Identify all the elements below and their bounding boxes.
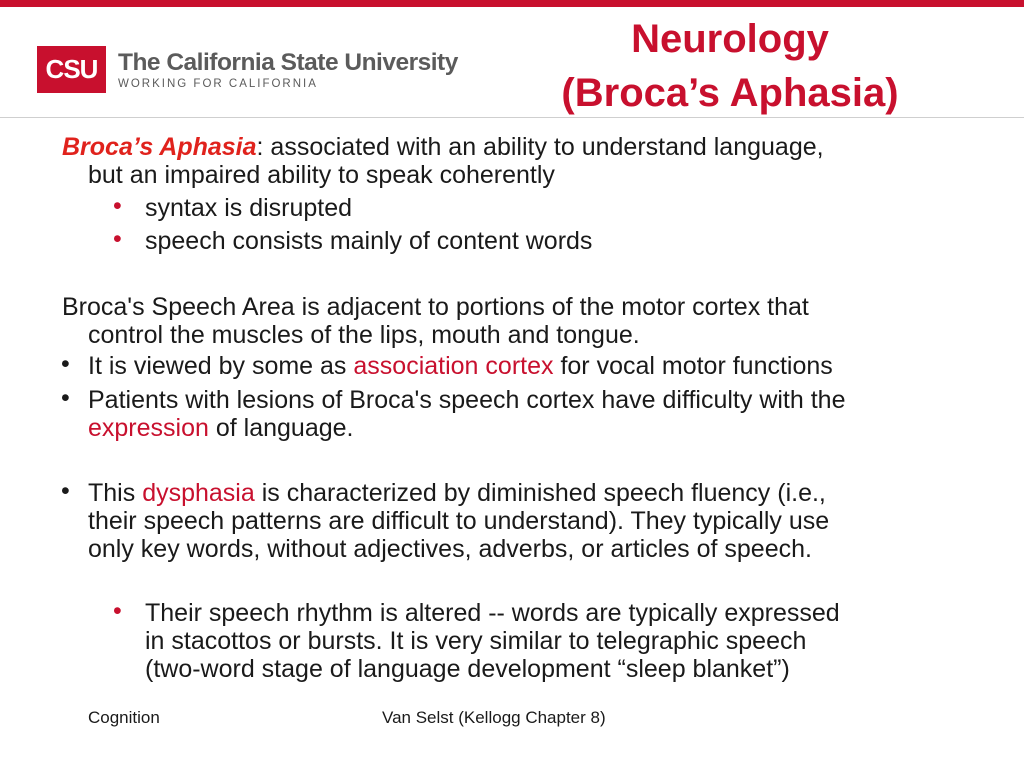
paragraph-line-2: control the muscles of the lips, mouth and tongue. xyxy=(88,321,640,349)
sub-bullet-rhythm-line-1: Their speech rhythm is altered -- words are typically expressed xyxy=(145,599,840,627)
bullet-text: of language. xyxy=(208,414,354,442)
bullet-text: It is viewed by some as xyxy=(88,352,354,380)
csu-logo xyxy=(37,46,458,93)
csu-logo-name: The California State University xyxy=(118,48,458,76)
bullet-dot: • xyxy=(113,192,122,220)
bullet-dot: • xyxy=(61,350,70,378)
slide-title-line2: (Broca’s Aphasia) xyxy=(561,71,899,115)
bullet-lesions-line-1: Patients with lesions of Broca's speech cortex have difficulty with the xyxy=(88,386,846,414)
highlight-term: expression xyxy=(88,414,209,442)
bullet-text: is characterized by diminished speech fluency (i.e., xyxy=(254,479,826,507)
bullet-dot: • xyxy=(113,225,122,253)
highlight-term: association cortex xyxy=(353,352,554,380)
bullet-dot: • xyxy=(113,597,122,625)
definition-line xyxy=(62,133,824,161)
paragraph-line-1: Broca's Speech Area is adjacent to portions of the motor cortex that xyxy=(62,293,809,321)
bullet-dot: • xyxy=(61,384,70,412)
sub-bullet-syntax: syntax is disrupted xyxy=(145,194,353,222)
sub-bullet-content-words: speech consists mainly of content words xyxy=(145,227,593,255)
header-divider xyxy=(0,117,1024,118)
sub-bullet-rhythm-line-2: in stacottos or bursts. It is very similar to telegraphic speech xyxy=(145,627,807,655)
highlight-term: dysphasia xyxy=(142,479,255,507)
footer-center: Van Selst (Kellogg Chapter 8) xyxy=(382,708,606,727)
footer-left: Cognition xyxy=(88,708,160,727)
bullet-dysphasia-line-3: only key words, without adjectives, adverbs, or articles of speech. xyxy=(88,535,812,563)
definition-line-2: but an impaired ability to speak coherently xyxy=(88,161,555,189)
bullet-text: for vocal motor functions xyxy=(553,352,833,380)
bullet-association-cortex xyxy=(88,352,833,380)
definition-text: : associated with an ability to understand language, xyxy=(256,133,824,161)
slide-title-line1: Neurology xyxy=(631,17,829,61)
bullet-dot: • xyxy=(61,477,70,505)
bullet-dysphasia-line-1 xyxy=(88,479,826,507)
csu-logo-text xyxy=(118,50,458,90)
csu-logo-mark: CSU xyxy=(37,46,106,93)
sub-bullet-rhythm-line-3: (two-word stage of language development “sleep blanket”) xyxy=(145,655,790,683)
csu-logo-tagline: WORKING FOR CALIFORNIA xyxy=(118,77,318,90)
top-accent-bar xyxy=(0,0,1024,7)
definition-term: Broca’s Aphasia xyxy=(62,133,257,161)
bullet-lesions-line-2 xyxy=(88,414,353,442)
bullet-text: This xyxy=(88,479,143,507)
slide-title xyxy=(500,12,960,120)
bullet-dysphasia-line-2: their speech patterns are difficult to understand). They typically use xyxy=(88,507,830,535)
